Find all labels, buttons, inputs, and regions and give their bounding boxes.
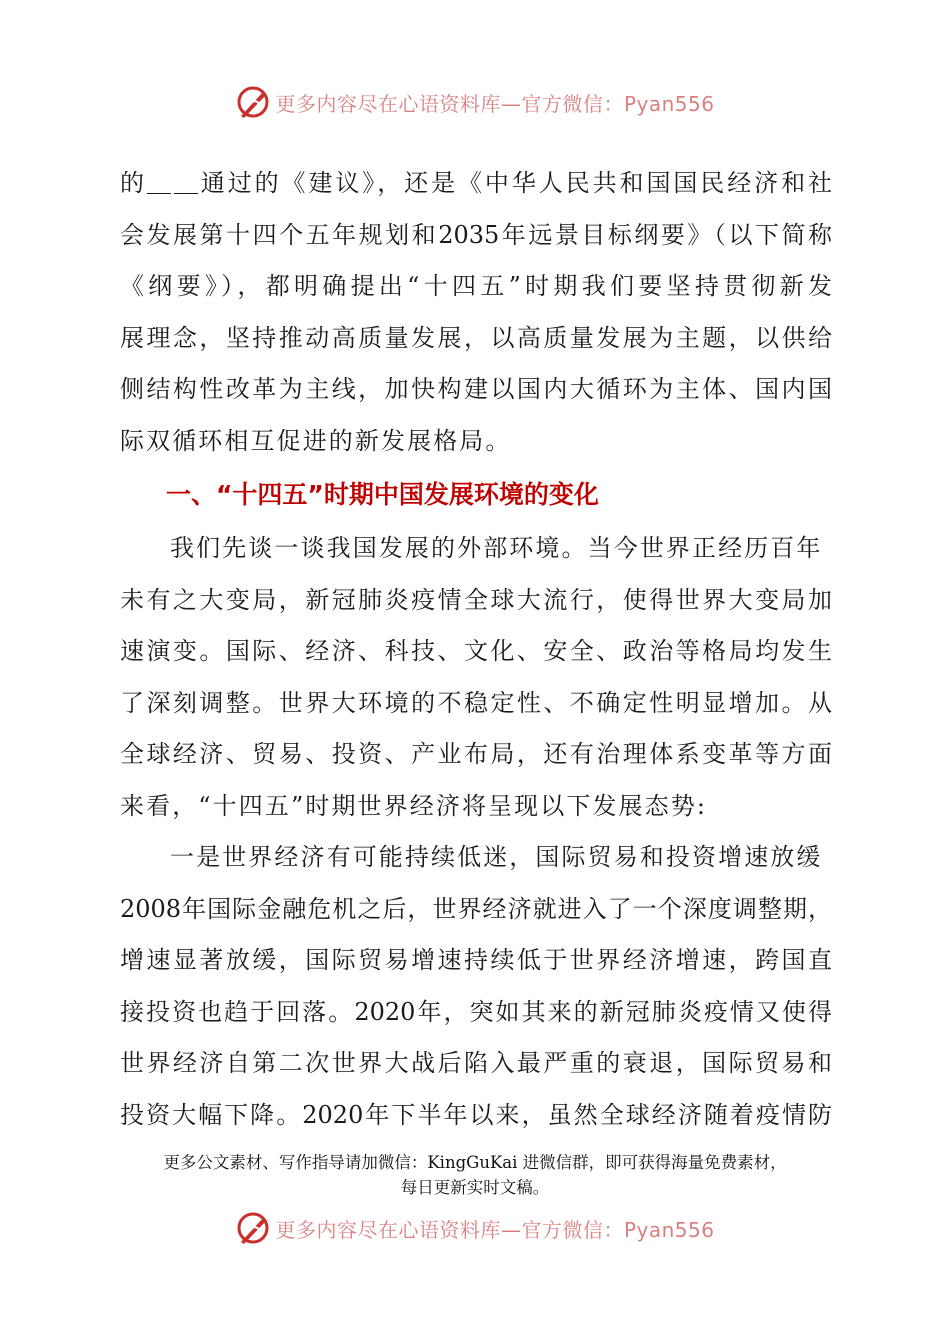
text-line: 接投资也趋于回落。2020年，突如其来的新冠肺炎疫情又使得 bbox=[120, 997, 832, 1026]
footer-line-1: 更多公文素材、写作指导请加微信：KingGuKai 进微信群，即可获得海量免费素材， bbox=[163, 1153, 787, 1172]
document-body bbox=[120, 158, 832, 1141]
banner-text: 更多内容尽在心语资料库—官方微信：Pyan556 bbox=[275, 91, 715, 116]
top-watermark-banner bbox=[0, 80, 950, 124]
section-heading: 一、“十四五”时期中国发展环境的变化 bbox=[166, 480, 599, 509]
text-line: 2008年国际金融危机之后，世界经济就进入了一个深度调整期， bbox=[120, 894, 832, 923]
text-line: 展理念，坚持推动高质量发展，以高质量发展为主题，以供给 bbox=[120, 323, 832, 352]
banner-text: 更多内容尽在心语资料库—官方微信：Pyan556 bbox=[275, 1217, 715, 1242]
text-line: 侧结构性改革为主线，加快构建以国内大循环为主体、国内国 bbox=[120, 375, 832, 403]
text-line: 一是世界经济有可能持续低迷，国际贸易和投资增速放缓 bbox=[170, 843, 823, 871]
pen-in-circle-icon bbox=[235, 1210, 271, 1246]
text-line: 际双循环相互促进的新发展格局。 bbox=[120, 426, 512, 455]
text-line: 我们先谈一谈我国发展的外部环境。当今世界正经历百年 bbox=[170, 534, 823, 562]
footer-line-2: 每日更新实时文稿。 bbox=[400, 1178, 550, 1197]
text-line: 来看，“十四五”时期世界经济将呈现以下发展态势: bbox=[120, 791, 708, 820]
text-line: 《纲要》），都明确提出“十四五”时期我们要坚持贯彻新发 bbox=[120, 272, 832, 300]
paragraph-2 bbox=[120, 523, 832, 832]
text-line: 世界经济自第二次世界大战后陷入最严重的衰退，国际贸易和 bbox=[120, 1049, 832, 1077]
paragraph-3 bbox=[120, 832, 832, 1141]
text-line: 未有之大变局，新冠肺炎疫情全球大流行，使得世界大变局加 bbox=[120, 585, 832, 614]
text-line: 全球经济、贸易、投资、产业布局，还有治理体系变革等方面 bbox=[120, 740, 832, 768]
text-line: 投资大幅下降。2020年下半年以来，虽然全球经济随着疫情防 bbox=[120, 1100, 832, 1129]
paragraph-1 bbox=[120, 158, 832, 467]
footer-note bbox=[0, 1150, 950, 1200]
text-line: 会发展第十四个五年规划和2035年远景目标纲要》（以下简称 bbox=[120, 220, 832, 249]
text-line: 速演变。国际、经济、科技、文化、安全、政治等格局均发生 bbox=[120, 637, 832, 665]
text-line: 了深刻调整。世界大环境的不稳定性、不确定性明显增加。从 bbox=[120, 688, 832, 717]
text-line: 的＿＿通过的《建议》，还是《中华人民共和国国民经济和社 bbox=[120, 169, 832, 197]
text-line: 增速显著放缓，国际贸易增速持续低于世界经济增速，跨国直 bbox=[120, 946, 832, 974]
bottom-watermark-banner bbox=[0, 1206, 950, 1250]
pen-in-circle-icon bbox=[235, 84, 271, 120]
